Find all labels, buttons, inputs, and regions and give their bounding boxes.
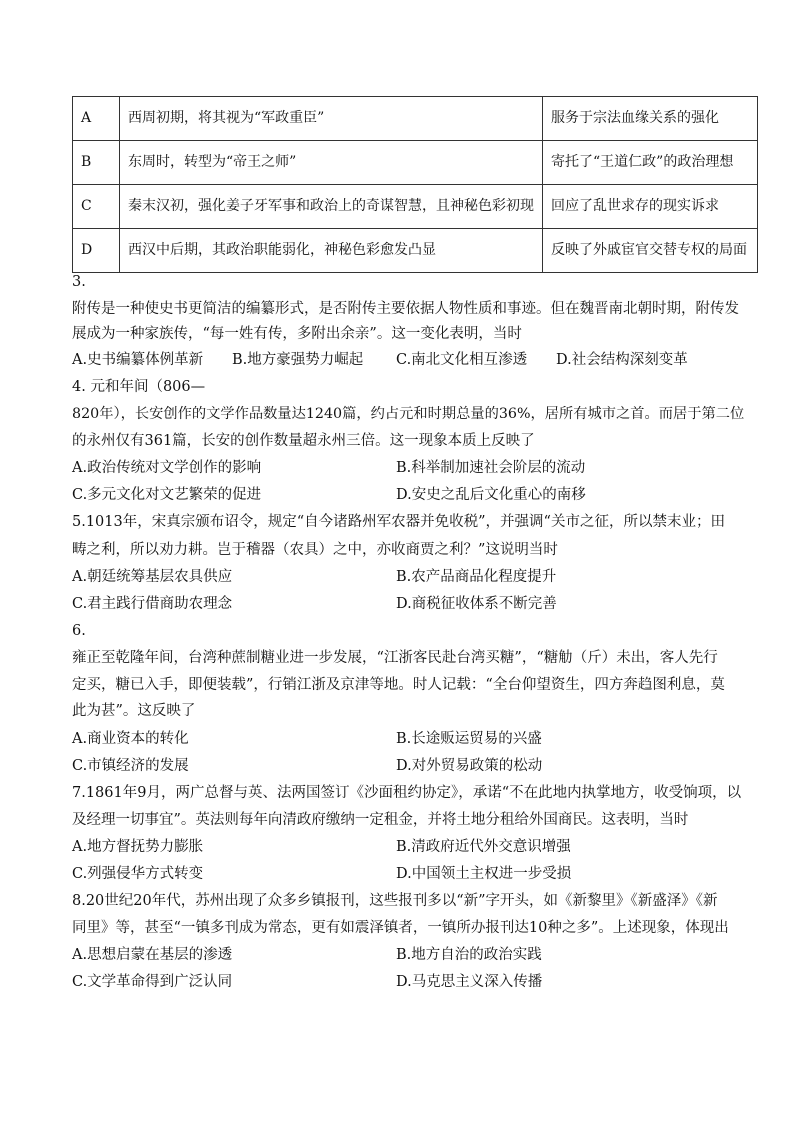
question-5-option-c: C.君主践行借商助农理念 xyxy=(72,596,233,612)
question-3-stem-line: 附传是一种使史书更简洁的编纂形式，是否附传主要依据人物性质和事迹。但在魏晋南北朝时期，附传发 xyxy=(72,301,739,317)
question-6-number: 6. xyxy=(72,623,86,639)
question-5-option-b: B.农产品商品化程度提升 xyxy=(396,569,557,585)
row-letter: D xyxy=(73,229,120,273)
question-3-option-a: A.史书编纂体例革新 xyxy=(72,352,204,368)
question-5-stem-line: 5.1013年，宋真宗颁布诏令，规定“自今诸路州军农器并免收税”，并强调“关市之征，所以禁末业；田 xyxy=(72,514,725,530)
question-5-stem-line: 畴之利，所以劝力耕。岂于稽器（农具）之中，亦收商贾之利？”这说明当时 xyxy=(72,542,558,558)
row-description: 东周时，转型为“帝王之师” xyxy=(120,141,543,185)
table-row xyxy=(73,141,758,185)
row-meaning: 回应了乱世求存的现实诉求 xyxy=(543,185,758,229)
question-5-option-d: D.商税征收体系不断完善 xyxy=(396,596,557,612)
question-8-stem-line: 8.20世纪20年代，苏州出现了众多乡镇报刊，这些报刊多以“新”字开头，如《新黎里》《新盛泽》《新 xyxy=(72,893,718,909)
row-meaning: 服务于宗法血缘关系的强化 xyxy=(543,97,758,141)
question-4-option-b: B.科举制加速社会阶层的流动 xyxy=(396,460,586,476)
question-5-option-a: A.朝廷统筹基层农具供应 xyxy=(72,569,233,585)
row-description: 西周初期，将其视为“军政重臣” xyxy=(120,97,543,141)
question-6-option-d: D.对外贸易政策的松动 xyxy=(396,758,543,774)
question-6-stem-line: 此为甚”。这反映了 xyxy=(72,703,196,719)
question-4-option-d: D.安史之乱后文化重心的南移 xyxy=(396,487,586,503)
question-4-stem-line: 的永州仅有361篇，长安的创作数量超永州三倍。这一现象本质上反映了 xyxy=(72,433,535,449)
question-4-option-a: A.政治传统对文学创作的影响 xyxy=(72,460,262,476)
row-meaning: 反映了外戚宦官交替专权的局面 xyxy=(543,229,758,273)
table-row xyxy=(73,229,758,273)
question-8-option-b: B.地方自治的政治实践 xyxy=(396,947,542,963)
question-6-stem-line: 定买，糖已入手，即便装载”，行销江浙及京津等地。时人记载：“全台仰望资生，四方奔趋图利息，莫 xyxy=(72,677,725,693)
row-description: 秦末汉初，强化姜子牙军事和政治上的奇谋智慧，且神秘色彩初现 xyxy=(120,185,543,229)
question-8-stem-line: 同里》等，甚至“一镇多刊成为常态，更有如震泽镇者，一镇所办报刊达10种之多”。上述现象，体现出 xyxy=(72,920,729,936)
row-letter: A xyxy=(73,97,120,141)
question-4-stem-line: 4. 元和年间（806— xyxy=(72,379,206,395)
question-4-option-c: C.多元文化对文艺繁荣的促进 xyxy=(72,487,262,503)
question-7-option-b: B.清政府近代外交意识增强 xyxy=(396,839,571,855)
question-3-stem-line: 展成为一种家族传，“每一姓有传，多附出余亲”。这一变化表明，当时 xyxy=(72,326,522,342)
question-6-option-a: A.商业资本的转化 xyxy=(72,731,189,747)
question-4-stem-line: 820年），长安创作的文学作品数量达1240篇，约占元和时期总量的36%，居所有城市之首。而居于第二位 xyxy=(72,406,745,422)
question-7-option-d: D.中国领土主权进一步受损 xyxy=(396,866,572,882)
question-8-option-c: C.文学革命得到广泛认同 xyxy=(72,974,233,990)
question-8-option-a: A.思想启蒙在基层的渗透 xyxy=(72,947,233,963)
row-description: 西汉中后期，其政治职能弱化，神秘色彩愈发凸显 xyxy=(120,229,543,273)
question-3-number: 3. xyxy=(72,274,86,290)
question-3-option-d: D.社会结构深刻变革 xyxy=(556,352,688,368)
question-3-option-c: C.南北文化相互渗透 xyxy=(396,352,528,368)
question-6-option-b: B.长途贩运贸易的兴盛 xyxy=(396,731,542,747)
question-6-stem-line: 雍正至乾隆年间，台湾种蔗制糖业进一步发展，“江浙客民赴台湾买糖”，“糖觔（斤）未出，客人先行 xyxy=(72,650,718,666)
question-6-option-c: C.市镇经济的发展 xyxy=(72,758,189,774)
row-meaning: 寄托了“王道仁政”的政治理想 xyxy=(543,141,758,185)
question-7-option-a: A.地方督抚势力膨胀 xyxy=(72,839,204,855)
question-7-stem-line: 7.1861年9月，两广总督与英、法两国签订《沙面租约协定》，承诺“不在此地内执掌地方，收受饷项，以 xyxy=(72,785,742,801)
question-7-stem-line: 及经理一切事宜”。英法则每年向清政府缴纳一定租金，并将土地分租给外国商民。这表明，当时 xyxy=(72,812,689,828)
options-table xyxy=(72,96,758,273)
table-row xyxy=(73,185,758,229)
question-7-option-c: C.列强侵华方式转变 xyxy=(72,866,204,882)
table-row xyxy=(73,97,758,141)
row-letter: C xyxy=(73,185,120,229)
question-3-option-b: B.地方豪强势力崛起 xyxy=(232,352,364,368)
question-8-option-d: D.马克思主义深入传播 xyxy=(396,974,543,990)
row-letter: B xyxy=(73,141,120,185)
